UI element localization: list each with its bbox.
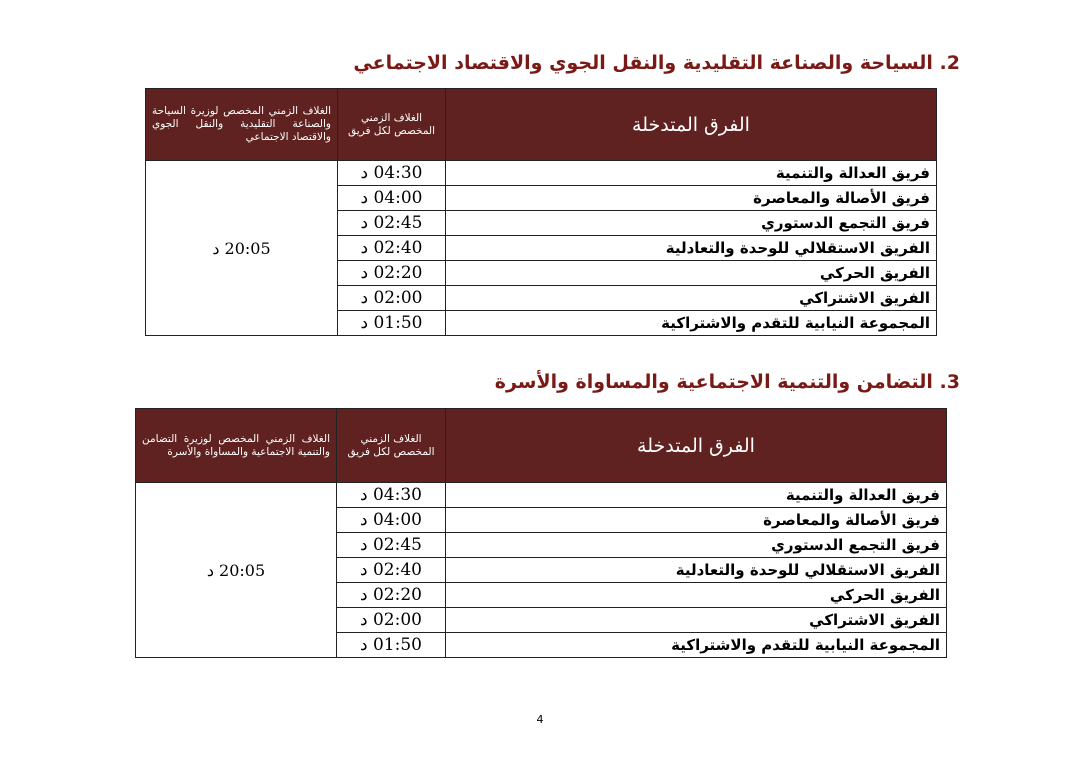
- header-total: الغلاف الزمني المخصص لوزيرة التضامن والتنمية الاجتماعية والمساواة والأسرة: [136, 409, 337, 483]
- header-per-team: الغلاف الزمني المخصص لكل فريق: [338, 89, 446, 161]
- team-time: 02:00 د: [337, 608, 446, 633]
- team-time: 04:00 د: [338, 186, 446, 211]
- time-allocation-table: [145, 88, 937, 336]
- team-name: الفريق الاشتراكي: [446, 286, 937, 311]
- team-time: 01:50 د: [337, 633, 446, 658]
- team-name: فريق التجمع الدستوري: [446, 211, 937, 236]
- team-time: 04:30 د: [338, 161, 446, 186]
- team-time: 02:20 د: [338, 261, 446, 286]
- team-name: الفريق الاستقلالي للوحدة والتعادلية: [446, 236, 937, 261]
- section-title: 2. السياحة والصناعة التقليدية والنقل الجوي والاقتصاد الاجتماعي: [353, 52, 960, 74]
- team-name: الفريق الحركي: [446, 583, 947, 608]
- team-name: فريق الأصالة والمعاصرة: [446, 508, 947, 533]
- team-time: 02:45 د: [337, 533, 446, 558]
- team-time: 04:00 د: [337, 508, 446, 533]
- table-row: [146, 161, 937, 186]
- header-per-team: الغلاف الزمني المخصص لكل فريق: [337, 409, 446, 483]
- team-time: 02:40 د: [338, 236, 446, 261]
- team-name: فريق التجمع الدستوري: [446, 533, 947, 558]
- team-time: 02:20 د: [337, 583, 446, 608]
- team-time: 02:45 د: [338, 211, 446, 236]
- total-time: 20:05 د: [136, 483, 337, 658]
- time-allocation-table: [135, 408, 947, 658]
- header-teams: الفرق المتدخلة: [446, 409, 947, 483]
- team-name: المجموعة النيابية للتقدم والاشتراكية: [446, 311, 937, 336]
- team-name: فريق العدالة والتنمية: [446, 483, 947, 508]
- header-teams: الفرق المتدخلة: [446, 89, 937, 161]
- team-name: فريق الأصالة والمعاصرة: [446, 186, 937, 211]
- page-number: 4: [536, 713, 544, 726]
- team-name: الفريق الاستقلالي للوحدة والتعادلية: [446, 558, 947, 583]
- table-row: [136, 483, 947, 508]
- header-total: الغلاف الزمني المخصص لوزيرة السياحة والصناعة التقليدية والنقل الجوي والاقتصاد الاجتماعي: [146, 89, 338, 161]
- team-time: 01:50 د: [338, 311, 446, 336]
- total-time: 20:05 د: [146, 161, 338, 336]
- team-name: الفريق الاشتراكي: [446, 608, 947, 633]
- team-name: فريق العدالة والتنمية: [446, 161, 937, 186]
- team-time: 02:00 د: [338, 286, 446, 311]
- team-time: 02:40 د: [337, 558, 446, 583]
- section-title: 3. التضامن والتنمية الاجتماعية والمساواة والأسرة: [494, 371, 960, 393]
- team-name: الفريق الحركي: [446, 261, 937, 286]
- team-time: 04:30 د: [337, 483, 446, 508]
- team-name: المجموعة النيابية للتقدم والاشتراكية: [446, 633, 947, 658]
